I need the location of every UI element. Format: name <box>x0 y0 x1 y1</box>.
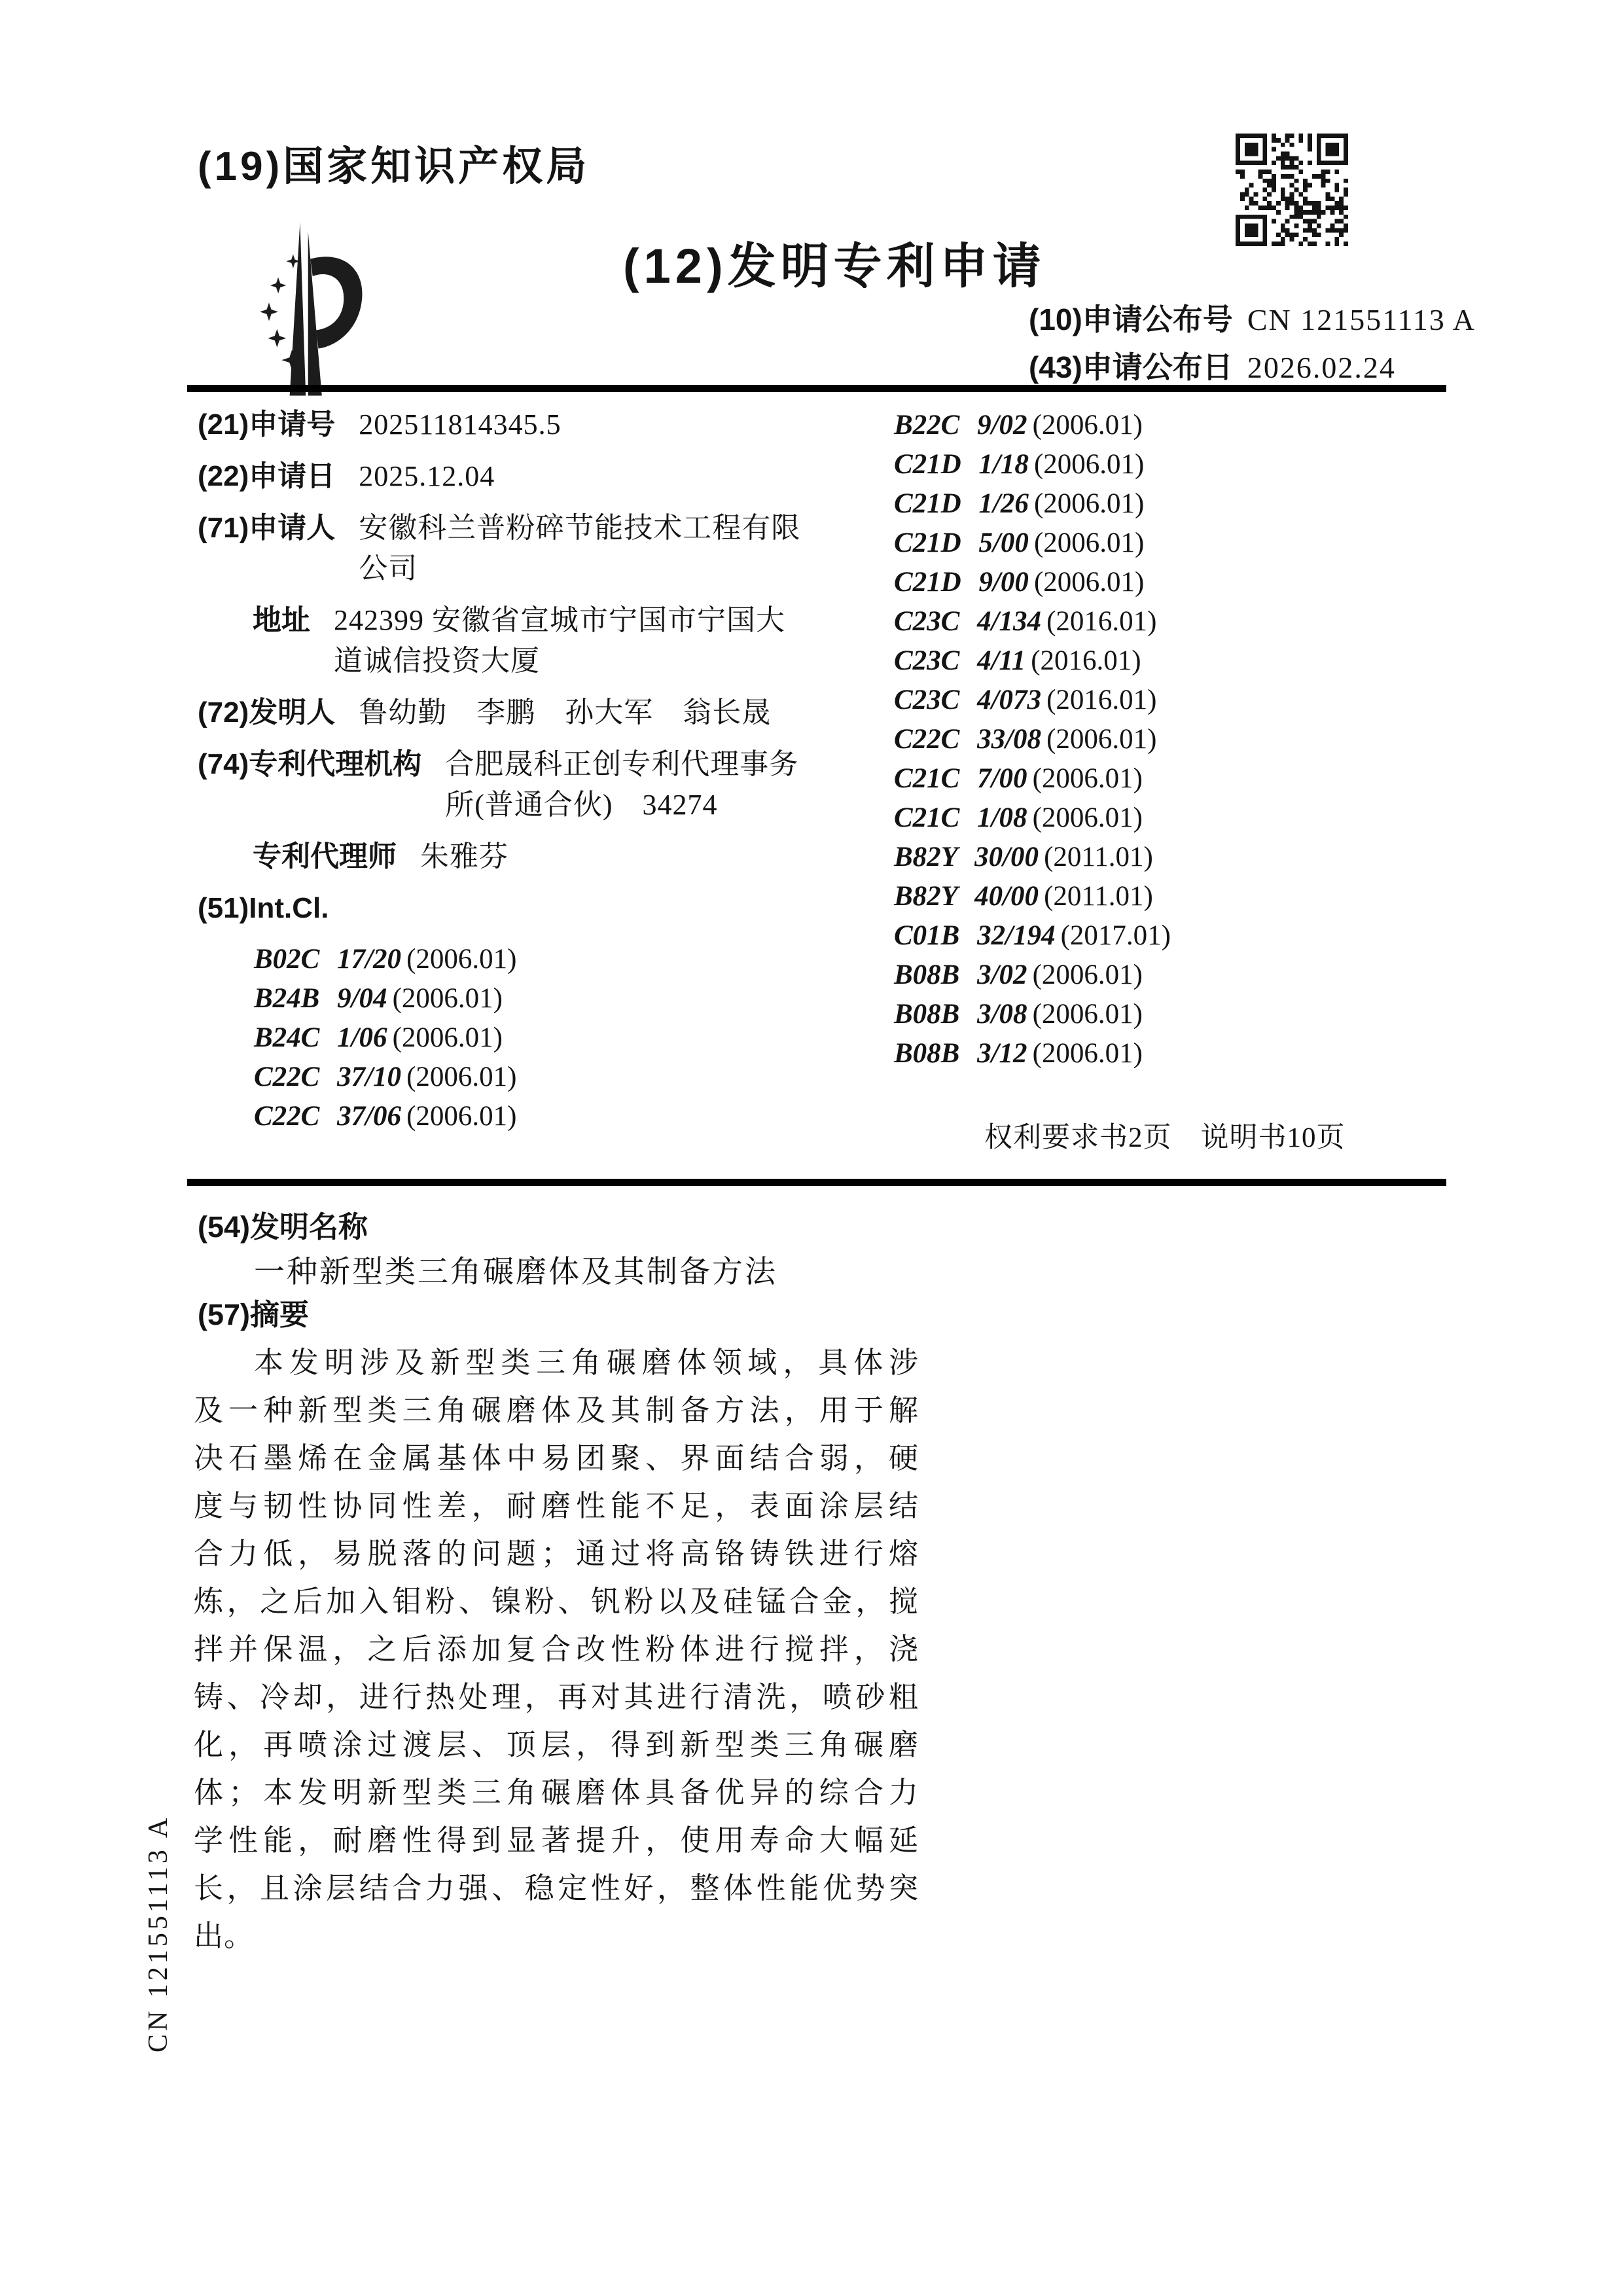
ipc-version: (2006.01) <box>1033 528 1145 558</box>
ipc-class: B24B 9/04 <box>254 983 387 1014</box>
publication-block <box>1029 296 1476 391</box>
header-divider <box>187 385 1446 392</box>
bib-entry-value: 安徽科兰普粉碎节能技术工程有限 公司 <box>359 512 801 584</box>
ipc-code <box>894 524 1448 563</box>
document-type-title: (12)发明专利申请 <box>623 239 1046 293</box>
ipc-code <box>894 641 1448 681</box>
ipc-code <box>894 602 1448 641</box>
ipc-code <box>894 798 1448 838</box>
ipc-class: C01B 32/194 <box>894 920 1056 951</box>
ipc-code <box>254 1097 898 1136</box>
qr-code <box>1236 134 1348 246</box>
bib-entry-label: 地址 <box>253 604 310 636</box>
abstract-text <box>194 1339 919 1960</box>
abstract-line: 拌并保温，之后添加复合改性粉体进行搅拌，浇 <box>194 1633 919 1666</box>
ipc-class: C21D 1/18 <box>894 449 1029 480</box>
ipc-class: B08B 3/02 <box>894 960 1027 990</box>
ipc-version: (2006.01) <box>392 1022 503 1053</box>
publication-date-label: (43)申请公布日 <box>1029 350 1233 384</box>
publication-number-value: CN 121551113 A <box>1247 303 1476 336</box>
ipc-class: B08B 3/12 <box>894 1038 1027 1069</box>
ipc-version: (2011.01) <box>1044 881 1153 912</box>
bibliographic-right-column <box>894 406 1448 1155</box>
ipc-class: C22C 37/06 <box>254 1101 402 1132</box>
ipc-version: (2006.01) <box>1032 999 1143 1030</box>
ipc-version: (2006.01) <box>1032 763 1143 794</box>
ipc-code <box>894 720 1448 759</box>
ipc-version: (2006.01) <box>392 983 503 1014</box>
ipc-code <box>894 916 1448 956</box>
bib-entry-value: 202511814345.5 <box>359 408 562 440</box>
ipc-class: B02C 17/20 <box>254 944 402 975</box>
ipc-code <box>894 681 1448 720</box>
ipc-version: (2016.01) <box>1031 645 1141 676</box>
abstract-line: 化，再喷涂过渡层、顶层，得到新型类三角碾磨 <box>194 1729 919 1761</box>
abstract-label: (57)摘要 <box>198 1298 310 1331</box>
bib-entries <box>198 404 898 929</box>
ipc-version: (2016.01) <box>1046 685 1157 715</box>
star-icon <box>268 329 286 348</box>
ipc-list-left <box>254 940 898 1136</box>
bib-entry-label: (22)申请日 <box>198 460 336 492</box>
ipc-version: (2006.01) <box>1032 1038 1143 1069</box>
bib-entry-label: (51)Int.Cl. <box>198 892 329 924</box>
ipc-class: B82Y 30/00 <box>894 842 1039 872</box>
ipc-version: (2017.01) <box>1060 920 1171 951</box>
star-icon <box>270 278 287 294</box>
bib-entry-value: 鲁幼勤 李鹏 孙大军 翁长晟 <box>359 696 772 728</box>
ipc-class: C22C 37/10 <box>254 1062 402 1092</box>
ipc-code <box>894 759 1448 798</box>
ipc-code <box>894 563 1448 602</box>
publication-number-label: (10)申请公布号 <box>1029 302 1233 336</box>
abstract-line: 炼，之后加入钼粉、镍粉、钒粉以及硅锰合金，搅 <box>194 1585 919 1618</box>
ipc-version: (2006.01) <box>1032 960 1143 990</box>
ipc-class: C21D 9/00 <box>894 567 1029 598</box>
section-divider <box>187 1179 1446 1186</box>
ipc-class: C21D 5/00 <box>894 528 1029 558</box>
ipc-code <box>254 1018 898 1058</box>
office-name: (19)国家知识产权局 <box>198 144 590 189</box>
ipc-code <box>894 877 1448 916</box>
ipc-code <box>894 1034 1448 1073</box>
ipc-class: C21D 1/26 <box>894 488 1029 519</box>
bib-entry <box>198 692 898 733</box>
ipc-class: C21C 1/08 <box>894 802 1027 833</box>
star-icon <box>260 302 278 321</box>
bib-entry-label: (74)专利代理机构 <box>198 748 422 780</box>
bib-entry <box>198 508 898 589</box>
ipc-class: C22C 33/08 <box>894 724 1042 755</box>
invention-title-label: (54)发明名称 <box>198 1210 368 1244</box>
bib-entry-label: (71)申请人 <box>198 512 336 544</box>
ipc-code <box>894 838 1448 877</box>
bibliographic-left-column <box>198 404 898 1136</box>
bib-entry <box>198 404 898 445</box>
ipc-class: C23C 4/11 <box>894 645 1026 676</box>
abstract-line: 决石墨烯在金属基体中易团聚、界面结合弱，硬 <box>194 1442 919 1475</box>
ipc-version: (2006.01) <box>406 944 517 975</box>
ipc-code <box>254 1058 898 1097</box>
pages-note: 权利要求书2页 说明书10页 <box>984 1122 1346 1153</box>
bib-entry-value: 合肥晟科正创专利代理事务 所(普通合伙) 34274 <box>445 748 799 821</box>
bib-entry <box>198 456 898 497</box>
side-publication-code: CN 121551113 A <box>143 1814 173 2053</box>
bib-entry <box>253 836 898 877</box>
ipc-class: C23C 4/073 <box>894 685 1042 715</box>
abstract-line: 合力低，易脱落的问题；通过将高铬铸铁进行熔 <box>194 1537 919 1570</box>
abstract-line: 度与韧性协同性差，耐磨性能不足，表面涂层结 <box>194 1490 919 1522</box>
ipc-version: (2011.01) <box>1044 842 1153 872</box>
ipc-class: C21C 7/00 <box>894 763 1027 794</box>
abstract-line: 体；本发明新型类三角碾磨体具备优异的综合力 <box>194 1776 919 1809</box>
ipc-version: (2006.01) <box>1032 410 1143 440</box>
bib-entry-value: 242399 安徽省宣城市宁国市宁国大 道诚信投资大厦 <box>334 604 785 677</box>
ipc-code <box>894 484 1448 524</box>
ipc-code <box>894 995 1448 1034</box>
bib-entry-value: 朱雅芬 <box>420 840 508 872</box>
ipc-code <box>254 979 898 1018</box>
ipc-version: (2016.01) <box>1046 606 1157 637</box>
abstract-line: 本发明涉及新型类三角碾磨体领域，具体涉 <box>254 1346 919 1379</box>
ipc-version: (2006.01) <box>406 1062 517 1092</box>
ipc-code <box>894 956 1448 995</box>
ipc-version: (2006.01) <box>1033 488 1145 519</box>
ipc-class: B24C 1/06 <box>254 1022 387 1053</box>
ipc-code <box>894 445 1448 484</box>
bib-entry-value: 2025.12.04 <box>359 460 495 492</box>
abstract-line: 学性能，耐磨性得到显著提升，使用寿命大幅延 <box>194 1824 919 1857</box>
abstract-line: 铸、冷却，进行热处理，再对其进行清洗，喷砂粗 <box>194 1681 919 1713</box>
bib-entry-label: (72)发明人 <box>198 696 336 728</box>
cnipa-logo-icon <box>257 220 376 398</box>
publication-number-row <box>1029 296 1476 344</box>
abstract-line: 出。 <box>194 1920 255 1952</box>
ipc-version: (2006.01) <box>1032 802 1143 833</box>
ipc-version: (2006.01) <box>1033 449 1145 480</box>
ipc-class: B22C 9/02 <box>894 410 1027 440</box>
ipc-list-right <box>894 406 1448 1073</box>
ipc-class: C23C 4/134 <box>894 606 1042 637</box>
bib-entry-label: 专利代理师 <box>253 840 397 872</box>
abstract-line: 长，且涂层结合力强、稳定性好，整体性能优势突 <box>194 1872 919 1905</box>
invention-title: 一种新型类三角碾磨体及其制备方法 <box>254 1255 777 1289</box>
bib-entry <box>198 888 898 929</box>
bib-entry <box>253 600 898 681</box>
bib-entry-label: (21)申请号 <box>198 408 336 440</box>
ipc-code <box>894 406 1448 445</box>
publication-date-value: 2026.02.24 <box>1247 351 1396 384</box>
ipc-version: (2006.01) <box>1046 724 1157 755</box>
ipc-code <box>254 940 898 979</box>
ipc-class: B82Y 40/00 <box>894 881 1039 912</box>
abstract-line: 及一种新型类三角碾磨体及其制备方法，用于解 <box>194 1394 919 1427</box>
bib-entry <box>198 744 898 825</box>
ipc-version: (2006.01) <box>1033 567 1145 598</box>
ipc-class: B08B 3/08 <box>894 999 1027 1030</box>
ipc-version: (2006.01) <box>406 1101 517 1132</box>
